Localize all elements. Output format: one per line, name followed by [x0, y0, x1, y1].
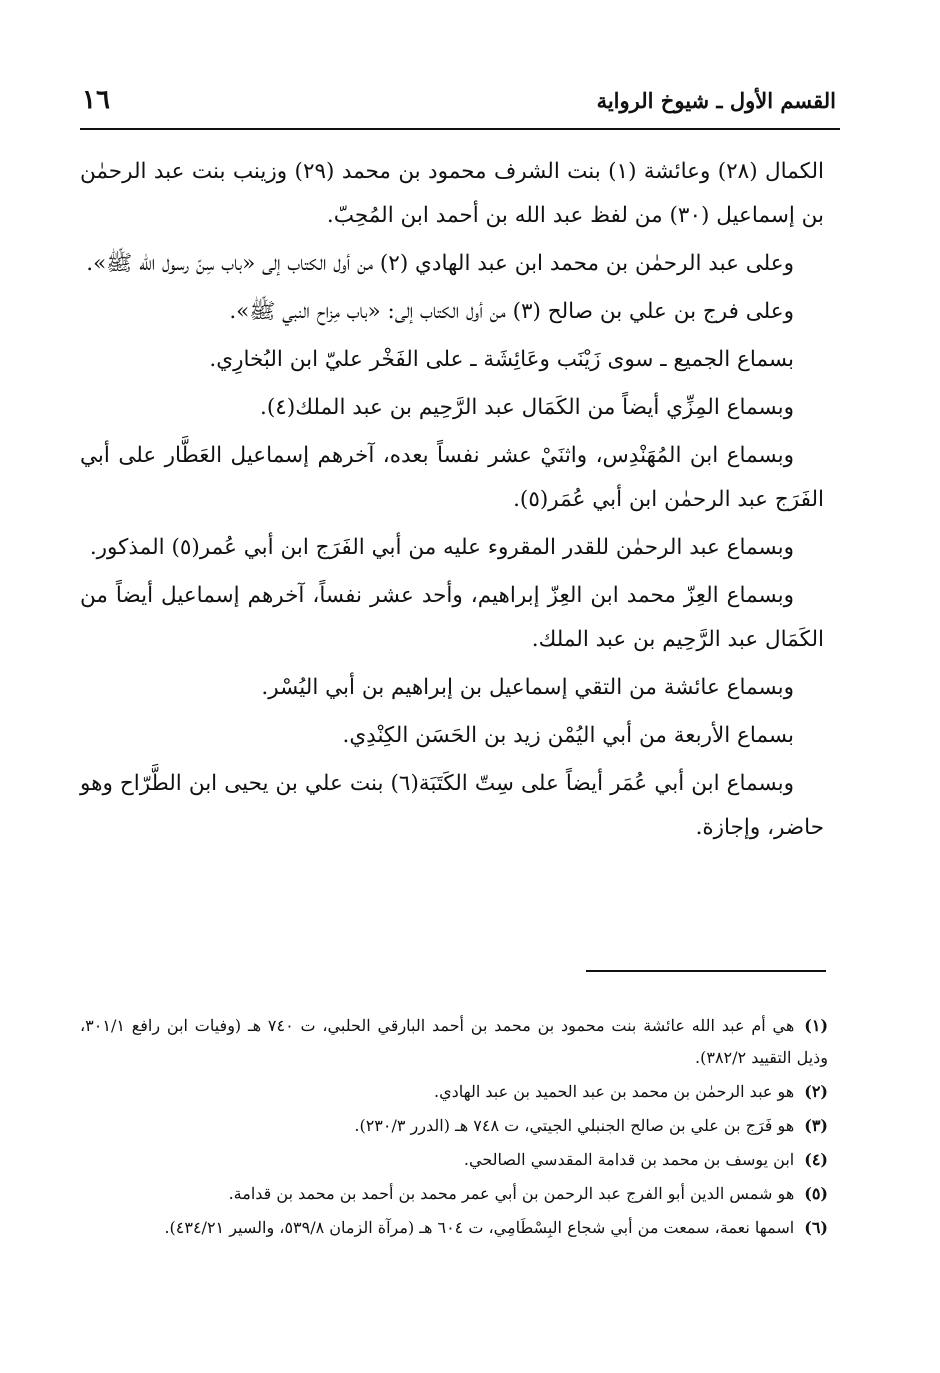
footnote-number: (٢) — [804, 1082, 828, 1101]
footnote — [80, 1212, 828, 1244]
footnote-text: هو شمس الدين أبو الفرج عبد الرحمن بن أبي عمر محمد بن أحمد بن محمد بن قدامة. — [228, 1184, 795, 1203]
footnote — [80, 1076, 828, 1108]
footnote — [80, 1178, 828, 1210]
page-number: ١٦ — [82, 85, 110, 115]
footnote-separator — [586, 970, 826, 972]
footnote-text: هي أم عبد الله عائشة بنت محمود بن محمد بن أحمد البارقي الحلبي، ت ٧٤٠ هـ (وفيات ابن رافع ٣٠١/١، وذيل التقييد ٣٨٢/٢). — [80, 1016, 828, 1067]
paragraph: وبسماع ابن أبي عُمَر أيضاً على سِتّ الكَتَبَة(٦) بنت علي بن يحيى ابن الطَّرّاح وهو حاضر، وإجازة. — [80, 771, 824, 840]
footnote-number: (٣) — [804, 1116, 828, 1135]
footnote — [80, 1110, 828, 1142]
footnote-number: (١) — [804, 1016, 829, 1035]
footnote-text: ابن يوسف بن محمد بن قدامة المقدسي الصالحي. — [463, 1150, 795, 1169]
paragraph: وعلى عبد الرحمٰن بن محمد ابن عبد الهادي (٢) من أول الكتاب إلى «باب سِنّ رسول الله ﷺ». — [86, 251, 794, 276]
main-text — [80, 150, 824, 854]
paragraph: وبسماع عائشة من التقي إسماعيل بن إبراهيم بن أبي اليُسْر. — [261, 675, 794, 700]
footnote-text: اسمها نعمة، سمعت من أبي شجاع البِسْطَامِي، ت ٦٠٤ هـ (مرآة الزمان ٥٣٩/٨، والسير ٤٣٤/٢١). — [164, 1218, 795, 1237]
running-title: القسم الأول ـ شيوخ الرواية — [596, 87, 836, 113]
paragraph: وبسماع العِزّ محمد ابن العِزّ إبراهيم، وأحد عشر نفساً، آخرهم إسماعيل أيضاً من الكَمَال عبد الرَّحِيم بن عبد الملك. — [80, 583, 824, 652]
paragraph: بسماع الجميع ـ سوى زَيْنَب وعَائِشَة ـ على الفَخْر عليّ ابن البُخارِي. — [209, 347, 794, 372]
footnote-number: (٥) — [804, 1184, 828, 1203]
header-rule — [80, 128, 840, 130]
paragraph: وعلى فرج بن علي بن صالح (٣) من أول الكتاب إلى: «باب مِزاح النبي ﷺ». — [229, 299, 794, 324]
footnote-text: هو عبد الرحمٰن بن محمد بن عبد الحميد بن عبد الهادي. — [434, 1082, 795, 1101]
paragraph: وبسماع المِزِّي أيضاً من الكَمَال عبد الرَّحِيم بن عبد الملك(٤). — [260, 395, 794, 420]
page-header — [82, 78, 836, 122]
paragraph: بسماع الأربعة من أبي اليُمْن زيد بن الحَسَن الكِنْدِي. — [342, 723, 794, 748]
footnotes — [80, 1010, 828, 1246]
paragraph: الكمال (٢٨) وعائشة (١) بنت الشرف محمود بن محمد (٢٩) وزينب بنت عبد الرحمٰن بن إسماعيل (٣٠) من لفظ عبد الله بن أحمد ابن المُحِبّ. — [80, 159, 824, 228]
footnote — [80, 1144, 828, 1176]
paragraph: وبسماع عبد الرحمٰن للقدر المقروء عليه من أبي الفَرَج ابن أبي عُمر(٥) المذكور. — [89, 535, 794, 560]
footnote-number: (٦) — [804, 1218, 828, 1237]
footnote-number: (٤) — [804, 1150, 828, 1169]
paragraph: وبسماع ابن المُهَنْدِس، واثنَيْ عشر نفساً بعده، آخرهم إسماعيل العَطَّار على أبي الفَرَج عبد الرحمٰن ابن أبي عُمَر(٥). — [80, 443, 824, 512]
footnote-text: هو فَرَج بن علي بن صالح الجنبلي الجيتي، ت ٧٤٨ هـ (الدرر ٢٣٠/٣). — [354, 1116, 795, 1135]
footnote — [80, 1010, 828, 1074]
